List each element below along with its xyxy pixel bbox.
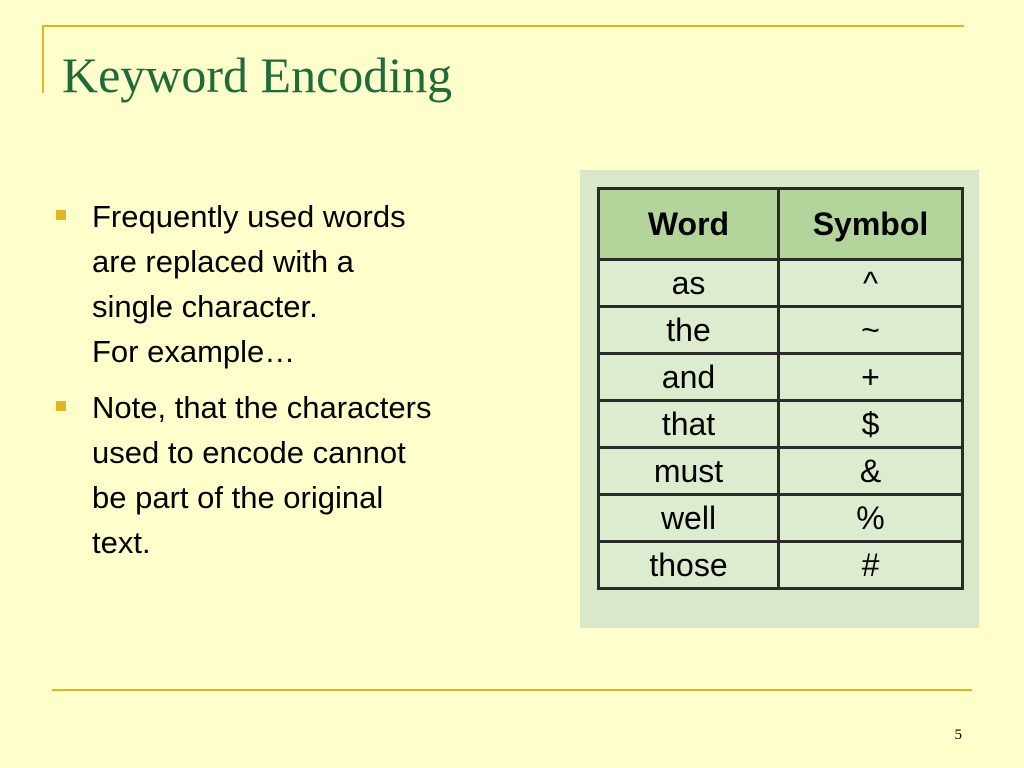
footer-rule bbox=[52, 689, 972, 691]
header-word: Word bbox=[599, 189, 779, 260]
bullet-list bbox=[54, 194, 524, 576]
bullet-text bbox=[92, 385, 524, 565]
word-cell: those bbox=[599, 542, 779, 589]
bullet-line: are replaced with a bbox=[92, 244, 354, 279]
word-cell: that bbox=[599, 401, 779, 448]
slide-title: Keyword Encoding bbox=[62, 47, 453, 103]
title-frame-left-rule bbox=[42, 25, 44, 93]
word-cell: the bbox=[599, 307, 779, 354]
table-panel bbox=[580, 170, 979, 628]
bullet-line: used to encode cannot bbox=[92, 435, 406, 470]
symbol-cell: # bbox=[779, 542, 963, 589]
table-header-row bbox=[599, 189, 963, 260]
table-row bbox=[599, 307, 963, 354]
symbol-cell: $ bbox=[779, 401, 963, 448]
word-cell: and bbox=[599, 354, 779, 401]
table-row bbox=[599, 354, 963, 401]
bullet-line: Frequently used words bbox=[92, 199, 406, 234]
word-cell: well bbox=[599, 495, 779, 542]
square-bullet-icon bbox=[56, 401, 66, 411]
symbol-cell: & bbox=[779, 448, 963, 495]
symbol-cell: ^ bbox=[779, 260, 963, 307]
bullet-line: single character. bbox=[92, 289, 318, 324]
header-symbol: Symbol bbox=[779, 189, 963, 260]
table-row bbox=[599, 495, 963, 542]
bullet-text bbox=[92, 194, 524, 374]
title-frame-top-rule bbox=[42, 25, 964, 27]
page-number: 5 bbox=[954, 727, 962, 743]
bullet-line: be part of the original bbox=[92, 480, 384, 515]
symbol-cell: + bbox=[779, 354, 963, 401]
table-row bbox=[599, 542, 963, 589]
word-cell: as bbox=[599, 260, 779, 307]
bullet-item-note bbox=[54, 385, 524, 565]
word-cell: must bbox=[599, 448, 779, 495]
symbol-cell: ~ bbox=[779, 307, 963, 354]
table-row bbox=[599, 260, 963, 307]
table-row bbox=[599, 448, 963, 495]
square-bullet-icon bbox=[56, 210, 66, 220]
symbol-cell: % bbox=[779, 495, 963, 542]
bullet-line: For example… bbox=[92, 334, 296, 369]
keyword-table bbox=[597, 187, 964, 590]
table-row bbox=[599, 401, 963, 448]
bullet-line: text. bbox=[92, 525, 151, 560]
bullet-item-replacement bbox=[54, 194, 524, 374]
bullet-line: Note, that the characters bbox=[92, 390, 432, 425]
